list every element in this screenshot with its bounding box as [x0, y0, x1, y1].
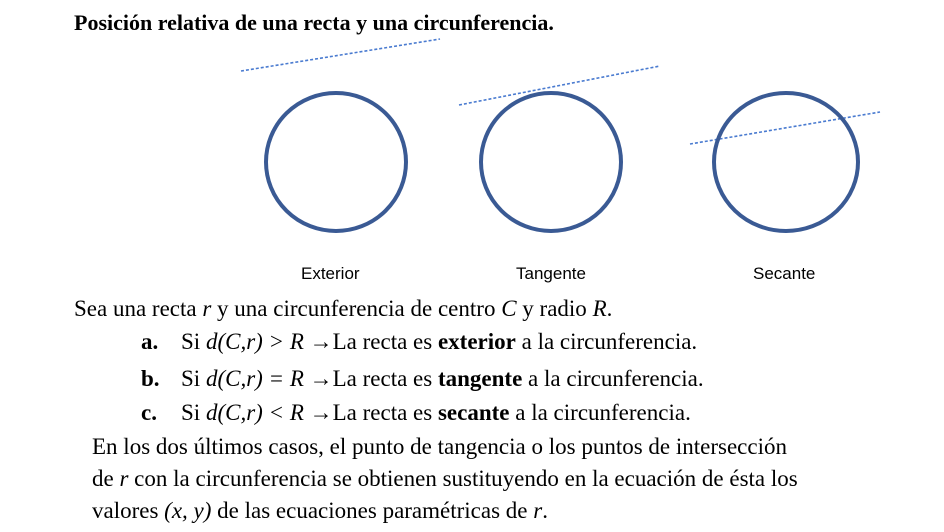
case-secante: c. Si d(C,r) < R →La recta es secante a la circunferencia.	[141, 400, 691, 425]
note-line-3: valores (x, y) de las ecuaciones paramétricas de r.	[92, 498, 548, 523]
exterior-circle	[266, 93, 406, 231]
secant-circle	[714, 93, 858, 231]
case-letter: a.	[141, 329, 159, 354]
exterior-diagram	[241, 39, 440, 231]
case-exterior: a. Si d(C,r) > R →La recta es exterior a la circunferencia.	[141, 329, 698, 354]
tangent-line	[459, 66, 660, 105]
caption-exterior: Exterior	[301, 264, 360, 283]
case-formula: d(C,r) < R →	[205, 400, 333, 425]
case-formula: d(C,r) > R →	[205, 329, 333, 354]
case-tangente: b. Si d(C,r) = R →La recta es tangente a la circunferencia.	[141, 366, 704, 391]
caption-tangente: Tangente	[516, 264, 586, 283]
case-keyword: tangente	[437, 366, 523, 391]
exterior-line	[241, 39, 440, 71]
tangent-diagram	[459, 66, 660, 231]
case-letter: b.	[141, 366, 160, 391]
secant-diagram	[690, 93, 880, 231]
case-keyword: exterior	[437, 329, 516, 354]
tangent-circle	[481, 93, 621, 231]
case-keyword: secante	[437, 400, 510, 425]
case-formula: d(C,r) = R →	[205, 366, 333, 391]
caption-secante: Secante	[753, 264, 816, 283]
page-title: Posición relativa de una recta y una circunferencia.	[74, 10, 554, 35]
note-line-2: de r con la circunferencia se obtienen sustituyendo en la ecuación de ésta los	[92, 466, 798, 491]
case-letter: c.	[141, 400, 157, 425]
intro-sentence: Sea una recta r y una circunferencia de centro C y radio R.	[74, 296, 613, 321]
note-line-1: En los dos últimos casos, el punto de tangencia o los puntos de intersección	[92, 434, 787, 459]
